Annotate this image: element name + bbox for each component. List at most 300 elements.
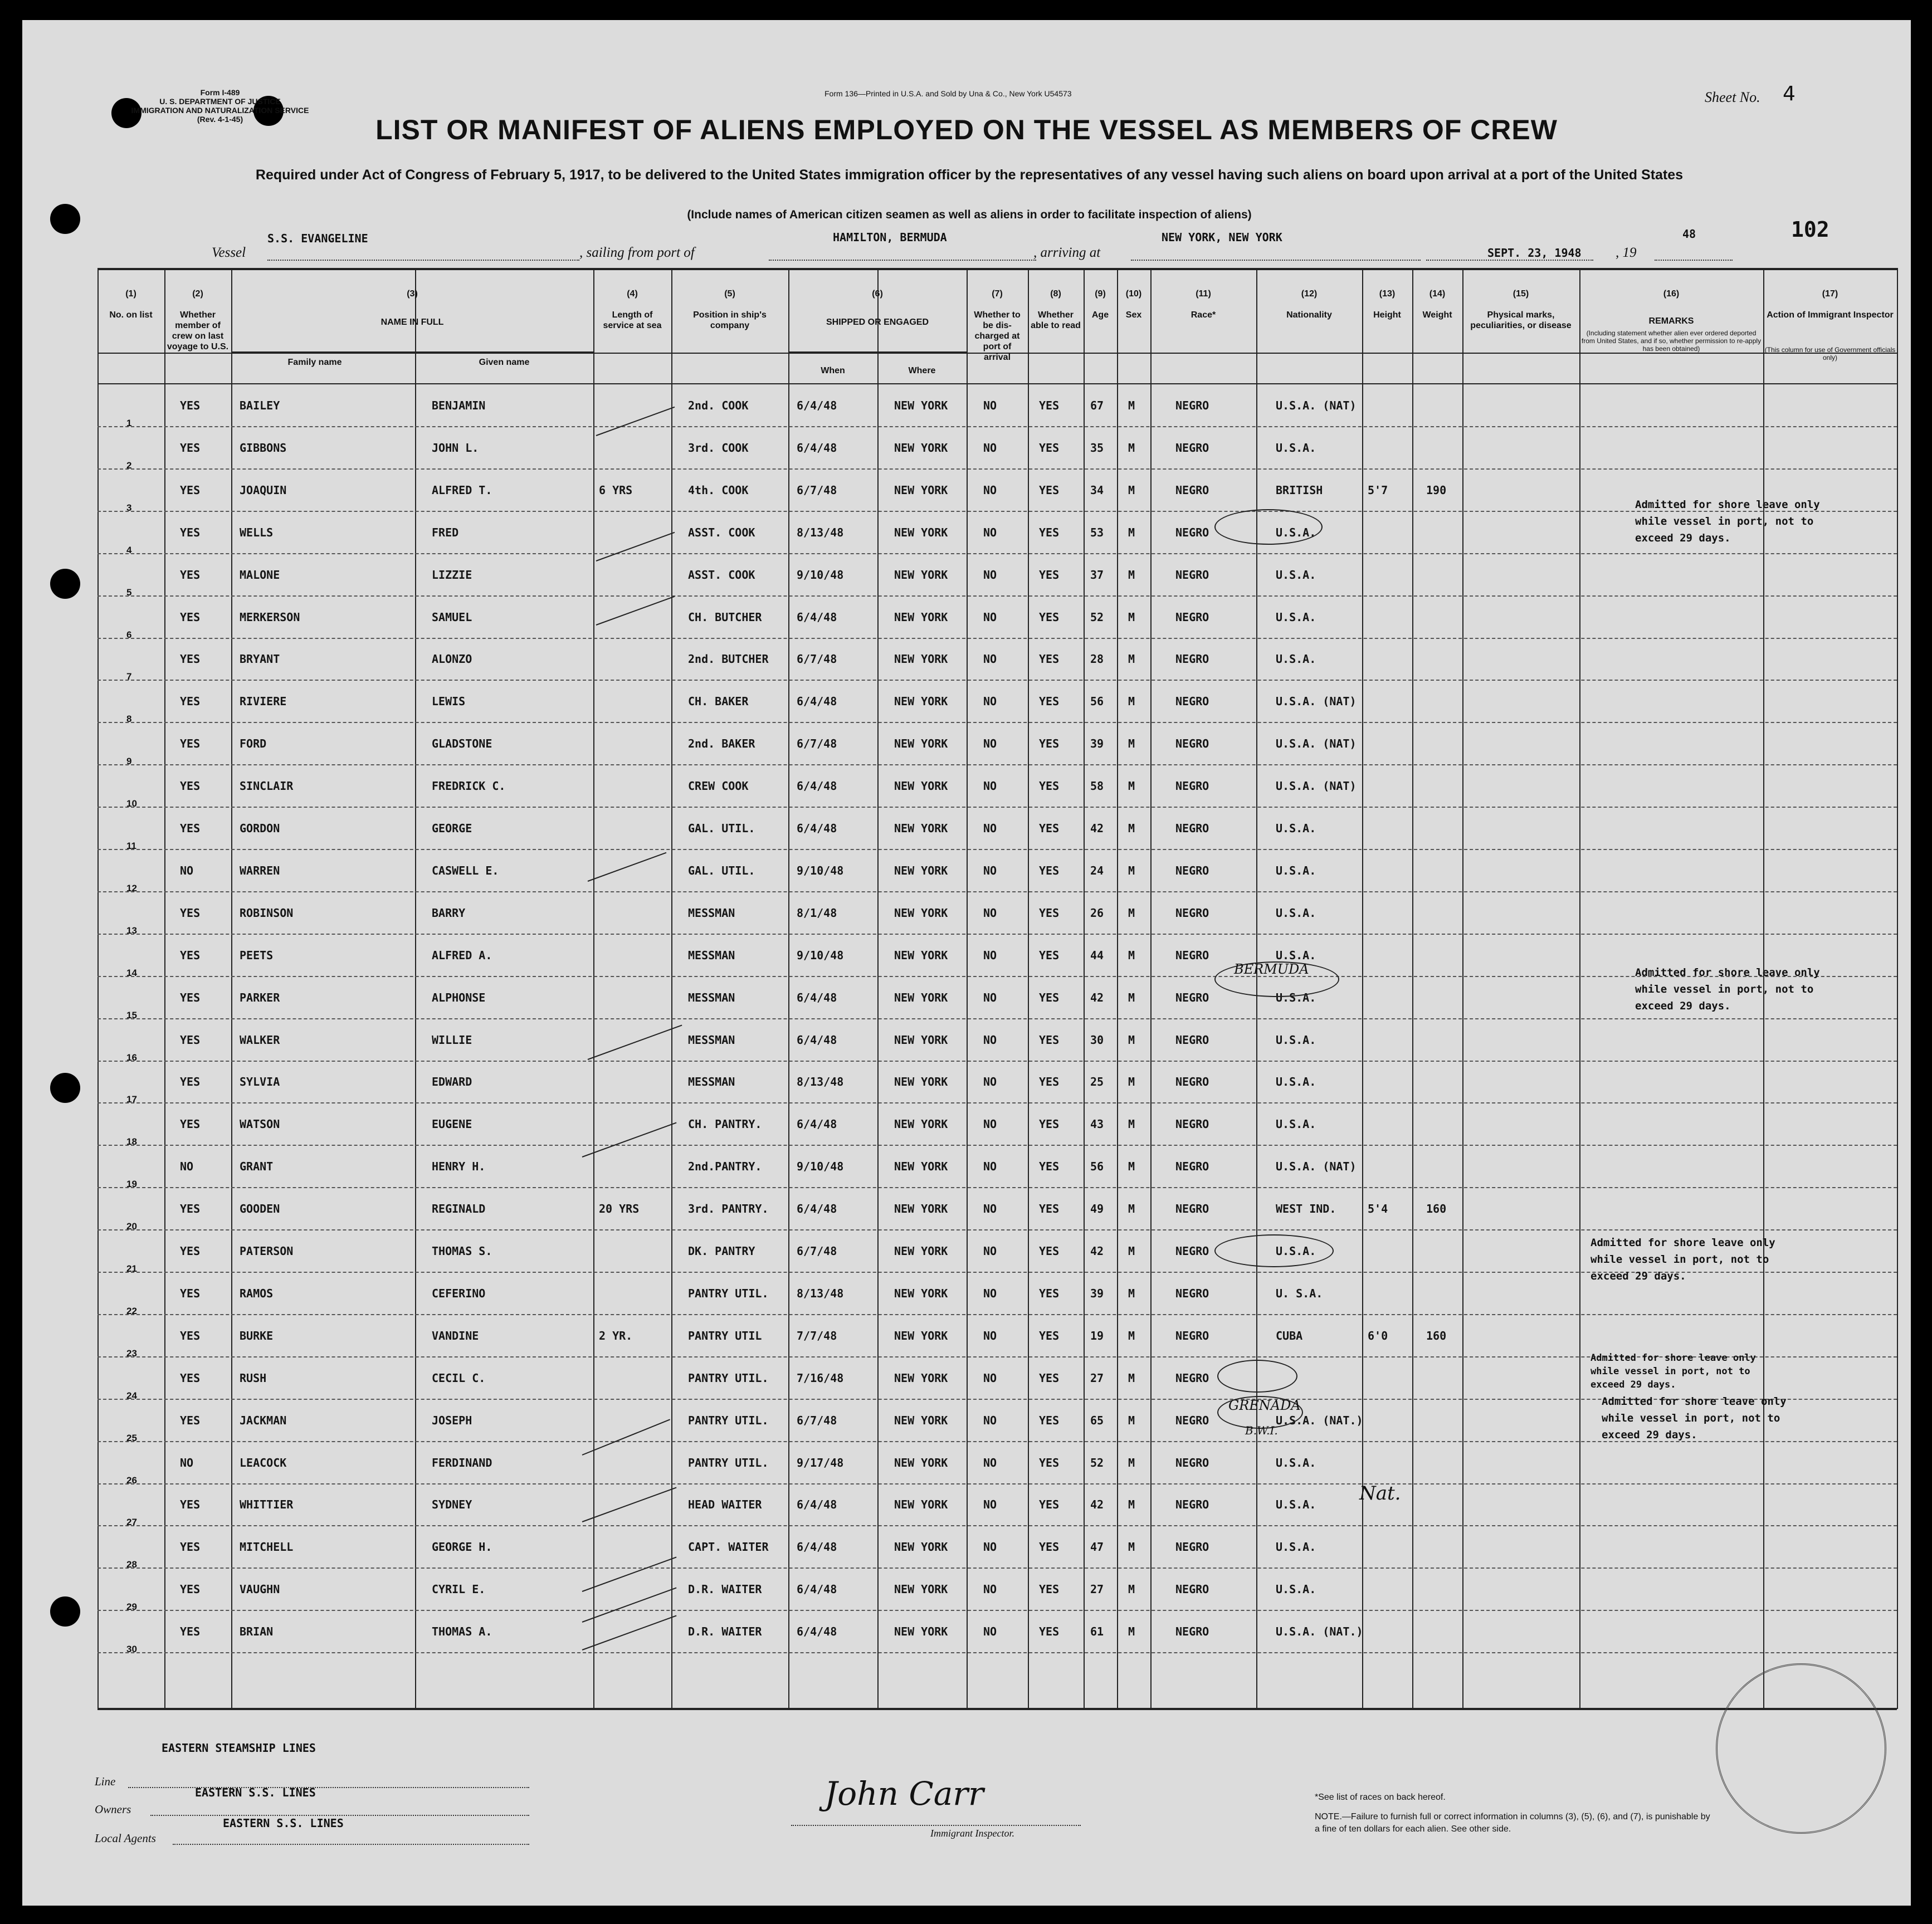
sex-cell: M — [1128, 1286, 1135, 1300]
form-number: Form I-489 — [200, 88, 240, 97]
nationality-cell: U.S.A. — [1276, 1456, 1316, 1469]
age-cell: 28 — [1090, 652, 1104, 666]
shipped-when-cell: 6/7/48 — [797, 1413, 837, 1427]
family-name-cell: MALONE — [240, 568, 280, 582]
shipped-where-cell: NEW YORK — [894, 483, 948, 497]
sex-cell: M — [1128, 1540, 1135, 1554]
able-to-read-cell: YES — [1039, 610, 1060, 624]
page-number: 102 — [1791, 217, 1829, 242]
sheet-number: 4 — [1783, 82, 1796, 105]
race-cell: NEGRO — [1175, 652, 1209, 666]
race-cell: NEGRO — [1175, 1033, 1209, 1047]
position-cell: CAPT. WAITER — [688, 1540, 769, 1554]
shipped-when-cell: 8/13/48 — [797, 525, 844, 539]
family-name-cell: PEETS — [240, 948, 274, 962]
remark-line: Admitted for shore leave only — [1591, 1352, 1756, 1364]
dotted-line — [1131, 260, 1421, 261]
position-cell: GAL. UTIL. — [688, 863, 755, 877]
given-name-cell: ALONZO — [432, 652, 472, 666]
column-number: (3) — [407, 289, 418, 299]
given-name-cell: BARRY — [432, 906, 466, 920]
discharged-cell: NO — [983, 1456, 997, 1469]
race-cell: NEGRO — [1175, 525, 1209, 539]
sex-cell: M — [1128, 1498, 1135, 1512]
discharged-cell: NO — [983, 1413, 997, 1427]
crew-last-voyage-cell: YES — [180, 1244, 201, 1258]
position-cell: MESSMAN — [688, 990, 735, 1004]
given-name-cell: CEFERINO — [432, 1286, 486, 1300]
manifest-sheet — [22, 20, 1911, 1906]
able-to-read-cell: YES — [1039, 1540, 1060, 1554]
discharged-cell: NO — [983, 990, 997, 1004]
discharged-cell: NO — [983, 1371, 997, 1385]
age-cell: 24 — [1090, 863, 1104, 877]
nationality-cell: U.S.A. — [1276, 906, 1316, 920]
race-cell: NEGRO — [1175, 948, 1209, 962]
column-header: SHIPPED OR ENGAGED — [826, 318, 929, 327]
nationality-cell: U.S.A. — [1276, 822, 1316, 835]
crew-last-voyage-cell: YES — [180, 399, 201, 412]
discharged-cell: NO — [983, 441, 997, 455]
sex-cell: M — [1128, 1202, 1135, 1216]
sex-cell: M — [1128, 1625, 1135, 1639]
position-cell: DK. PANTRY — [688, 1244, 755, 1258]
race-cell: NEGRO — [1175, 1202, 1209, 1216]
given-name-cell: THOMAS A. — [432, 1625, 492, 1639]
row-number: 15 — [126, 1009, 137, 1020]
inspector-note: (This column for use of Government officials only) — [1764, 346, 1896, 362]
given-name-cell: CECIL C. — [432, 1371, 486, 1385]
column-header: NAME IN FULL — [380, 318, 444, 327]
crew-last-voyage-cell: NO — [180, 1160, 194, 1174]
given-name-cell: REGINALD — [432, 1202, 486, 1216]
shipped-where-cell: NEW YORK — [894, 1456, 948, 1469]
sheet-label: Sheet No. — [1705, 89, 1760, 105]
race-cell: NEGRO — [1175, 610, 1209, 624]
race-cell: NEGRO — [1175, 441, 1209, 455]
able-to-read-cell: YES — [1039, 1625, 1060, 1639]
shipped-when-cell: 6/7/48 — [797, 1244, 837, 1258]
crew-last-voyage-cell: NO — [180, 1456, 194, 1469]
given-name-cell: HENRY H. — [432, 1160, 486, 1174]
remark-line: exceed 29 days. — [1591, 1379, 1676, 1390]
race-cell: NEGRO — [1175, 906, 1209, 920]
naturalized-note: Nat. — [1359, 1482, 1401, 1505]
column-header: No. on list — [109, 310, 153, 320]
crew-last-voyage-cell: YES — [180, 1498, 201, 1512]
position-cell: CH. PANTRY. — [688, 1117, 762, 1131]
position-cell: HEAD WAITER — [688, 1498, 762, 1512]
nationality-cell: U.S.A. (NAT) — [1276, 737, 1357, 751]
inspector-signature: John Carr — [824, 1775, 984, 1813]
nationality-cell: U.S.A. (NAT.) — [1276, 1413, 1363, 1427]
family-name-cell: ROBINSON — [240, 906, 294, 920]
shipped-where-cell: NEW YORK — [894, 1033, 948, 1047]
family-name-cell: RIVIERE — [240, 695, 287, 709]
remark-line: exceed 29 days. — [1635, 1000, 1731, 1012]
position-cell: 4th. COOK — [688, 483, 749, 497]
discharged-cell: NO — [983, 695, 997, 709]
given-name-cell: VANDINE — [432, 1329, 479, 1342]
column-number: (1) — [125, 289, 136, 299]
shipped-when-cell: 6/7/48 — [797, 483, 837, 497]
crew-last-voyage-cell: YES — [180, 779, 201, 793]
sex-cell: M — [1128, 779, 1135, 793]
able-to-read-cell: YES — [1039, 1329, 1060, 1342]
position-cell: ASST. COOK — [688, 525, 755, 539]
age-cell: 42 — [1090, 1498, 1104, 1512]
nationality-cell: U.S.A. — [1276, 652, 1316, 666]
service-length-cell: 20 YRS — [599, 1202, 640, 1216]
column-number: (14) — [1429, 289, 1446, 299]
row-number: 3 — [126, 502, 132, 513]
agents-value: EASTERN S.S. LINES — [223, 1816, 344, 1830]
shipped-where-cell: NEW YORK — [894, 948, 948, 962]
sex-cell: M — [1128, 822, 1135, 835]
column-rule — [1897, 268, 1898, 1709]
discharged-cell: NO — [983, 1244, 997, 1258]
nationality-cell: U.S.A. — [1276, 610, 1316, 624]
able-to-read-cell: YES — [1039, 906, 1060, 920]
rule — [231, 351, 593, 353]
arrival-date: SEPT. 23, 1948 — [1487, 246, 1582, 260]
age-cell: 30 — [1090, 1033, 1104, 1047]
shipped-when-cell: 6/4/48 — [797, 610, 837, 624]
race-cell: NEGRO — [1175, 1117, 1209, 1131]
sex-cell: M — [1128, 399, 1135, 412]
crew-last-voyage-cell: YES — [180, 1583, 201, 1596]
vessel-label: Vessel — [212, 245, 246, 260]
nationality-cell: U. S.A. — [1276, 1286, 1323, 1300]
family-name-cell: WATSON — [240, 1117, 280, 1131]
able-to-read-cell: YES — [1039, 1244, 1060, 1258]
race-cell: NEGRO — [1175, 990, 1209, 1004]
table-row — [97, 1145, 1897, 1188]
given-name-cell: CYRIL E. — [432, 1583, 486, 1596]
remark-line: while vessel in port, not to — [1635, 515, 1814, 528]
age-cell: 49 — [1090, 1202, 1104, 1216]
age-cell: 35 — [1090, 441, 1104, 455]
punch-hole — [50, 1073, 80, 1103]
year-label: , 19 — [1616, 245, 1637, 260]
table-row — [97, 1188, 1897, 1230]
remark-line: exceed 29 days. — [1602, 1429, 1697, 1441]
discharged-cell: NO — [983, 483, 997, 497]
shipped-where-cell: NEW YORK — [894, 1540, 948, 1554]
column-header: Length of service at sea — [603, 310, 662, 330]
race-cell: NEGRO — [1175, 1160, 1209, 1174]
able-to-read-cell: YES — [1039, 695, 1060, 709]
row-number: 1 — [126, 418, 132, 428]
age-cell: 56 — [1090, 695, 1104, 709]
family-name-cell: WHITTIER — [240, 1498, 294, 1512]
position-cell: PANTRY UTIL. — [688, 1371, 769, 1385]
remark-line: while vessel in port, not to — [1602, 1412, 1780, 1424]
able-to-read-cell: YES — [1039, 737, 1060, 751]
height-cell: 6'0 — [1368, 1329, 1388, 1342]
age-cell: 58 — [1090, 779, 1104, 793]
shipped-where-cell: NEW YORK — [894, 568, 948, 582]
dotted-line — [1426, 260, 1593, 261]
crew-last-voyage-cell: YES — [180, 652, 201, 666]
rule — [788, 351, 967, 353]
remark-line: Admitted for shore leave only — [1591, 1237, 1775, 1249]
penalty-note: NOTE.—Failure to furnish full or correct information in columns (3), (5), (6), and (7), is punishable by a fine of ten dollars for each alien. See other side. — [1315, 1812, 1710, 1834]
row-number: 16 — [126, 1052, 137, 1063]
column-number: (17) — [1822, 289, 1838, 299]
able-to-read-cell: YES — [1039, 525, 1060, 539]
nationality-correction: GRENADA — [1228, 1398, 1301, 1413]
position-cell: PANTRY UTIL. — [688, 1286, 769, 1300]
able-to-read-cell: YES — [1039, 441, 1060, 455]
nationality-cell: U.S.A. — [1276, 1540, 1316, 1554]
shipped-where-cell: NEW YORK — [894, 1413, 948, 1427]
crew-last-voyage-cell: NO — [180, 863, 194, 877]
position-cell: 3rd. COOK — [688, 441, 749, 455]
rule — [97, 1708, 1897, 1710]
row-number: 23 — [126, 1347, 137, 1359]
row-number: 18 — [126, 1136, 137, 1147]
row-number: 29 — [126, 1601, 137, 1613]
crew-last-voyage-cell: YES — [180, 1413, 201, 1427]
nationality-cell: U.S.A. — [1276, 1033, 1316, 1047]
able-to-read-cell: YES — [1039, 1075, 1060, 1089]
shipped-where-cell: NEW YORK — [894, 1329, 948, 1342]
shipped-where-cell: NEW YORK — [894, 610, 948, 624]
column-header: Sex — [1125, 310, 1142, 320]
position-cell: GAL. UTIL. — [688, 822, 755, 835]
age-cell: 39 — [1090, 737, 1104, 751]
remark-line: exceed 29 days. — [1635, 532, 1731, 544]
shipped-when-cell: 8/1/48 — [797, 906, 837, 920]
row-number: 17 — [126, 1094, 137, 1105]
shipped-when-cell: 9/10/48 — [797, 1160, 844, 1174]
row-number: 12 — [126, 882, 137, 893]
race-cell: NEGRO — [1175, 399, 1209, 412]
family-name-cell: BAILEY — [240, 399, 280, 412]
given-name-cell: GEORGE — [432, 822, 472, 835]
remark-row-20 — [1591, 1234, 1775, 1285]
position-cell: CH. BAKER — [688, 695, 749, 709]
able-to-read-cell: YES — [1039, 483, 1060, 497]
crew-last-voyage-cell: YES — [180, 1075, 201, 1089]
remark-line: Admitted for shore leave only — [1635, 966, 1820, 979]
dotted-line — [791, 1825, 1081, 1826]
nationality-cell: U.S.A. — [1276, 863, 1316, 877]
when-subheader: When — [821, 366, 845, 375]
crew-last-voyage-cell: YES — [180, 737, 201, 751]
sex-cell: M — [1128, 1160, 1135, 1174]
table-row — [97, 1103, 1897, 1146]
nationality-cell: U.S.A. (NAT.) — [1276, 1625, 1363, 1639]
vessel-name: S.S. EVANGELINE — [267, 232, 368, 245]
race-cell: NEGRO — [1175, 779, 1209, 793]
age-cell: 65 — [1090, 1413, 1104, 1427]
table-row — [97, 680, 1897, 723]
table-row — [97, 934, 1897, 977]
age-cell: 42 — [1090, 990, 1104, 1004]
dotted-line — [150, 1815, 529, 1816]
position-cell: PANTRY UTIL — [688, 1329, 762, 1342]
discharged-cell: NO — [983, 1625, 997, 1639]
table-row — [97, 427, 1897, 470]
race-cell: NEGRO — [1175, 1075, 1209, 1089]
remark-line: while vessel in port, not to — [1635, 983, 1814, 995]
crew-last-voyage-cell: YES — [180, 695, 201, 709]
discharged-cell: NO — [983, 1160, 997, 1174]
crew-last-voyage-cell: YES — [180, 1117, 201, 1131]
given-name-cell: LEWIS — [432, 695, 466, 709]
sex-cell: M — [1128, 652, 1135, 666]
column-header: Whether member of crew on last voyage to U.S. — [167, 310, 229, 351]
row-number: 9 — [126, 756, 132, 767]
discharged-cell: NO — [983, 1117, 997, 1131]
family-name-cell: GOODEN — [240, 1202, 280, 1216]
shipped-where-cell: NEW YORK — [894, 1286, 948, 1300]
given-name-cell: CASWELL E. — [432, 863, 499, 877]
weight-cell: 160 — [1426, 1202, 1447, 1216]
rule — [97, 268, 1897, 270]
table-row — [97, 976, 1897, 1019]
shipped-when-cell: 6/4/48 — [797, 399, 837, 412]
punch-hole — [50, 569, 80, 599]
height-cell: 5'7 — [1368, 483, 1388, 497]
shipped-when-cell: 6/4/48 — [797, 695, 837, 709]
shipped-when-cell: 8/13/48 — [797, 1075, 844, 1089]
sex-cell: M — [1128, 441, 1135, 455]
row-number: 20 — [126, 1221, 137, 1232]
sex-cell: M — [1128, 695, 1135, 709]
able-to-read-cell: YES — [1039, 1033, 1060, 1047]
column-header: Physical marks, peculiarities, or disease — [1470, 310, 1572, 330]
race-cell: NEGRO — [1175, 1286, 1209, 1300]
row-number: 6 — [126, 629, 132, 640]
family-name-cell: RAMOS — [240, 1286, 274, 1300]
age-cell: 27 — [1090, 1583, 1104, 1596]
age-cell: 61 — [1090, 1625, 1104, 1639]
column-number: (2) — [192, 289, 203, 299]
given-name-cell: LIZZIE — [432, 568, 472, 582]
nationality-correction: BERMUDA — [1234, 961, 1309, 977]
shipped-when-cell: 6/4/48 — [797, 779, 837, 793]
table-row — [97, 765, 1897, 808]
sailing-port: HAMILTON, BERMUDA — [833, 231, 947, 244]
position-cell: 2nd. BUTCHER — [688, 652, 769, 666]
discharged-cell: NO — [983, 1286, 997, 1300]
nationality-cell: U.S.A. (NAT) — [1276, 779, 1357, 793]
company-name: EASTERN STEAMSHIP LINES — [162, 1741, 316, 1755]
family-name-cell: WARREN — [240, 863, 280, 877]
age-cell: 52 — [1090, 1456, 1104, 1469]
given-name-cell: FERDINAND — [432, 1456, 492, 1469]
shipped-where-cell: NEW YORK — [894, 863, 948, 877]
able-to-read-cell: YES — [1039, 1583, 1060, 1596]
family-name-cell: WELLS — [240, 525, 274, 539]
given-name-cell: EDWARD — [432, 1075, 472, 1089]
family-name-cell: FORD — [240, 737, 267, 751]
shipped-when-cell: 6/4/48 — [797, 1117, 837, 1131]
column-number: (11) — [1196, 289, 1211, 299]
shipped-where-cell: NEW YORK — [894, 1583, 948, 1596]
given-name-cell: WILLIE — [432, 1033, 472, 1047]
position-cell: PANTRY UTIL. — [688, 1456, 769, 1469]
shipped-when-cell: 6/4/48 — [797, 1498, 837, 1512]
discharged-cell: NO — [983, 568, 997, 582]
remark-line: Admitted for shore leave only — [1602, 1395, 1787, 1408]
remarks-note: (Including statement whether alien ever ordered deported from United States, and if so, whether permission to re-apply has been obtained) — [1581, 329, 1762, 353]
discharged-cell: NO — [983, 863, 997, 877]
race-cell: NEGRO — [1175, 1371, 1209, 1385]
race-cell: NEGRO — [1175, 863, 1209, 877]
age-cell: 27 — [1090, 1371, 1104, 1385]
nationality-circle — [1214, 1234, 1334, 1267]
crew-last-voyage-cell: YES — [180, 1371, 201, 1385]
position-cell: D.R. WAITER — [688, 1583, 762, 1596]
column-header: Whether able to read — [1031, 310, 1081, 330]
crew-last-voyage-cell: YES — [180, 525, 201, 539]
nationality-cell: U.S.A. (NAT) — [1276, 695, 1357, 709]
able-to-read-cell: YES — [1039, 822, 1060, 835]
table-row — [97, 1610, 1897, 1653]
discharged-cell: NO — [983, 525, 997, 539]
shipped-when-cell: 6/4/48 — [797, 1540, 837, 1554]
table-row — [97, 638, 1897, 681]
table-row — [97, 1442, 1897, 1484]
column-header: Height — [1373, 310, 1401, 320]
shipped-when-cell: 6/4/48 — [797, 990, 837, 1004]
column-number: (10) — [1125, 289, 1142, 299]
family-name-cell: WALKER — [240, 1033, 280, 1047]
family-name-cell: SINCLAIR — [240, 779, 294, 793]
family-name-cell: GIBBONS — [240, 441, 287, 455]
table-row — [97, 1061, 1897, 1103]
nationality-cell: WEST IND. — [1276, 1202, 1336, 1216]
row-number: 24 — [126, 1390, 137, 1401]
family-name-cell: JACKMAN — [240, 1413, 287, 1427]
discharged-cell: NO — [983, 737, 997, 751]
given-name-cell: SYDNEY — [432, 1498, 472, 1512]
crew-last-voyage-cell: YES — [180, 948, 201, 962]
shipped-where-cell: NEW YORK — [894, 822, 948, 835]
race-cell: NEGRO — [1175, 1625, 1209, 1639]
inspector-label: Immigrant Inspector. — [930, 1828, 1014, 1839]
age-cell: 43 — [1090, 1117, 1104, 1131]
column-number: (12) — [1301, 289, 1318, 299]
column-number: (7) — [992, 289, 1003, 299]
row-number: 13 — [126, 925, 137, 936]
crew-last-voyage-cell: YES — [180, 441, 201, 455]
crew-last-voyage-cell: YES — [180, 990, 201, 1004]
given-name-subheader: Given name — [479, 358, 530, 367]
race-cell: NEGRO — [1175, 822, 1209, 835]
nationality-cell: U.S.A. — [1276, 1244, 1316, 1258]
able-to-read-cell: YES — [1039, 948, 1060, 962]
given-name-cell: JOHN L. — [432, 441, 479, 455]
owners-label: Owners — [95, 1803, 131, 1816]
family-name-cell: SYLVIA — [240, 1075, 280, 1089]
remark-line: while vessel in port, not to — [1591, 1366, 1750, 1377]
family-name-cell: PATERSON — [240, 1244, 294, 1258]
family-name-subheader: Family name — [287, 358, 342, 367]
sex-cell: M — [1128, 610, 1135, 624]
discharged-cell: NO — [983, 1498, 997, 1512]
shipped-where-cell: NEW YORK — [894, 441, 948, 455]
shipped-when-cell: 6/4/48 — [797, 1202, 837, 1216]
position-cell: MESSMAN — [688, 948, 735, 962]
remark-row-3 — [1635, 496, 1820, 546]
given-name-cell: GLADSTONE — [432, 737, 492, 751]
sex-cell: M — [1128, 525, 1135, 539]
